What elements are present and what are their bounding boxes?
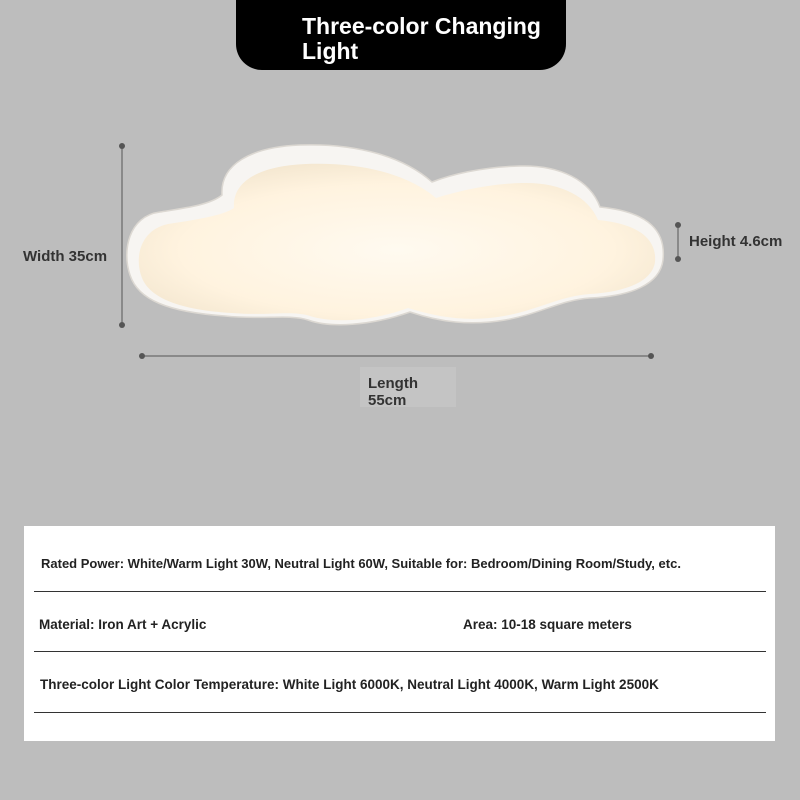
height-label: Height 4.6cm <box>689 233 783 250</box>
spec-material: Material: Iron Art + Acrylic <box>39 617 207 632</box>
cloud-lamp <box>127 145 664 325</box>
spec-divider <box>34 651 766 652</box>
spec-divider <box>34 591 766 592</box>
width-dimension-line <box>119 143 125 328</box>
length-dimension-line <box>139 353 654 359</box>
height-dimension-line <box>675 222 681 262</box>
spec-color-temperature: Three-color Light Color Temperature: White Light 6000K, Neutral Light 4000K, Warm Light 2500K <box>40 677 659 692</box>
length-label: Length 55cm <box>360 367 456 407</box>
spec-rated-power: Rated Power: White/Warm Light 30W, Neutral Light 60W, Suitable for: Bedroom/Dining Room/Study, etc. <box>41 556 681 571</box>
width-label: Width 35cm <box>23 248 108 265</box>
spec-panel <box>24 526 775 741</box>
spec-divider <box>34 712 766 713</box>
spec-area: Area: 10-18 square meters <box>463 617 632 632</box>
page-title: Three-color Changing Light <box>302 13 541 64</box>
